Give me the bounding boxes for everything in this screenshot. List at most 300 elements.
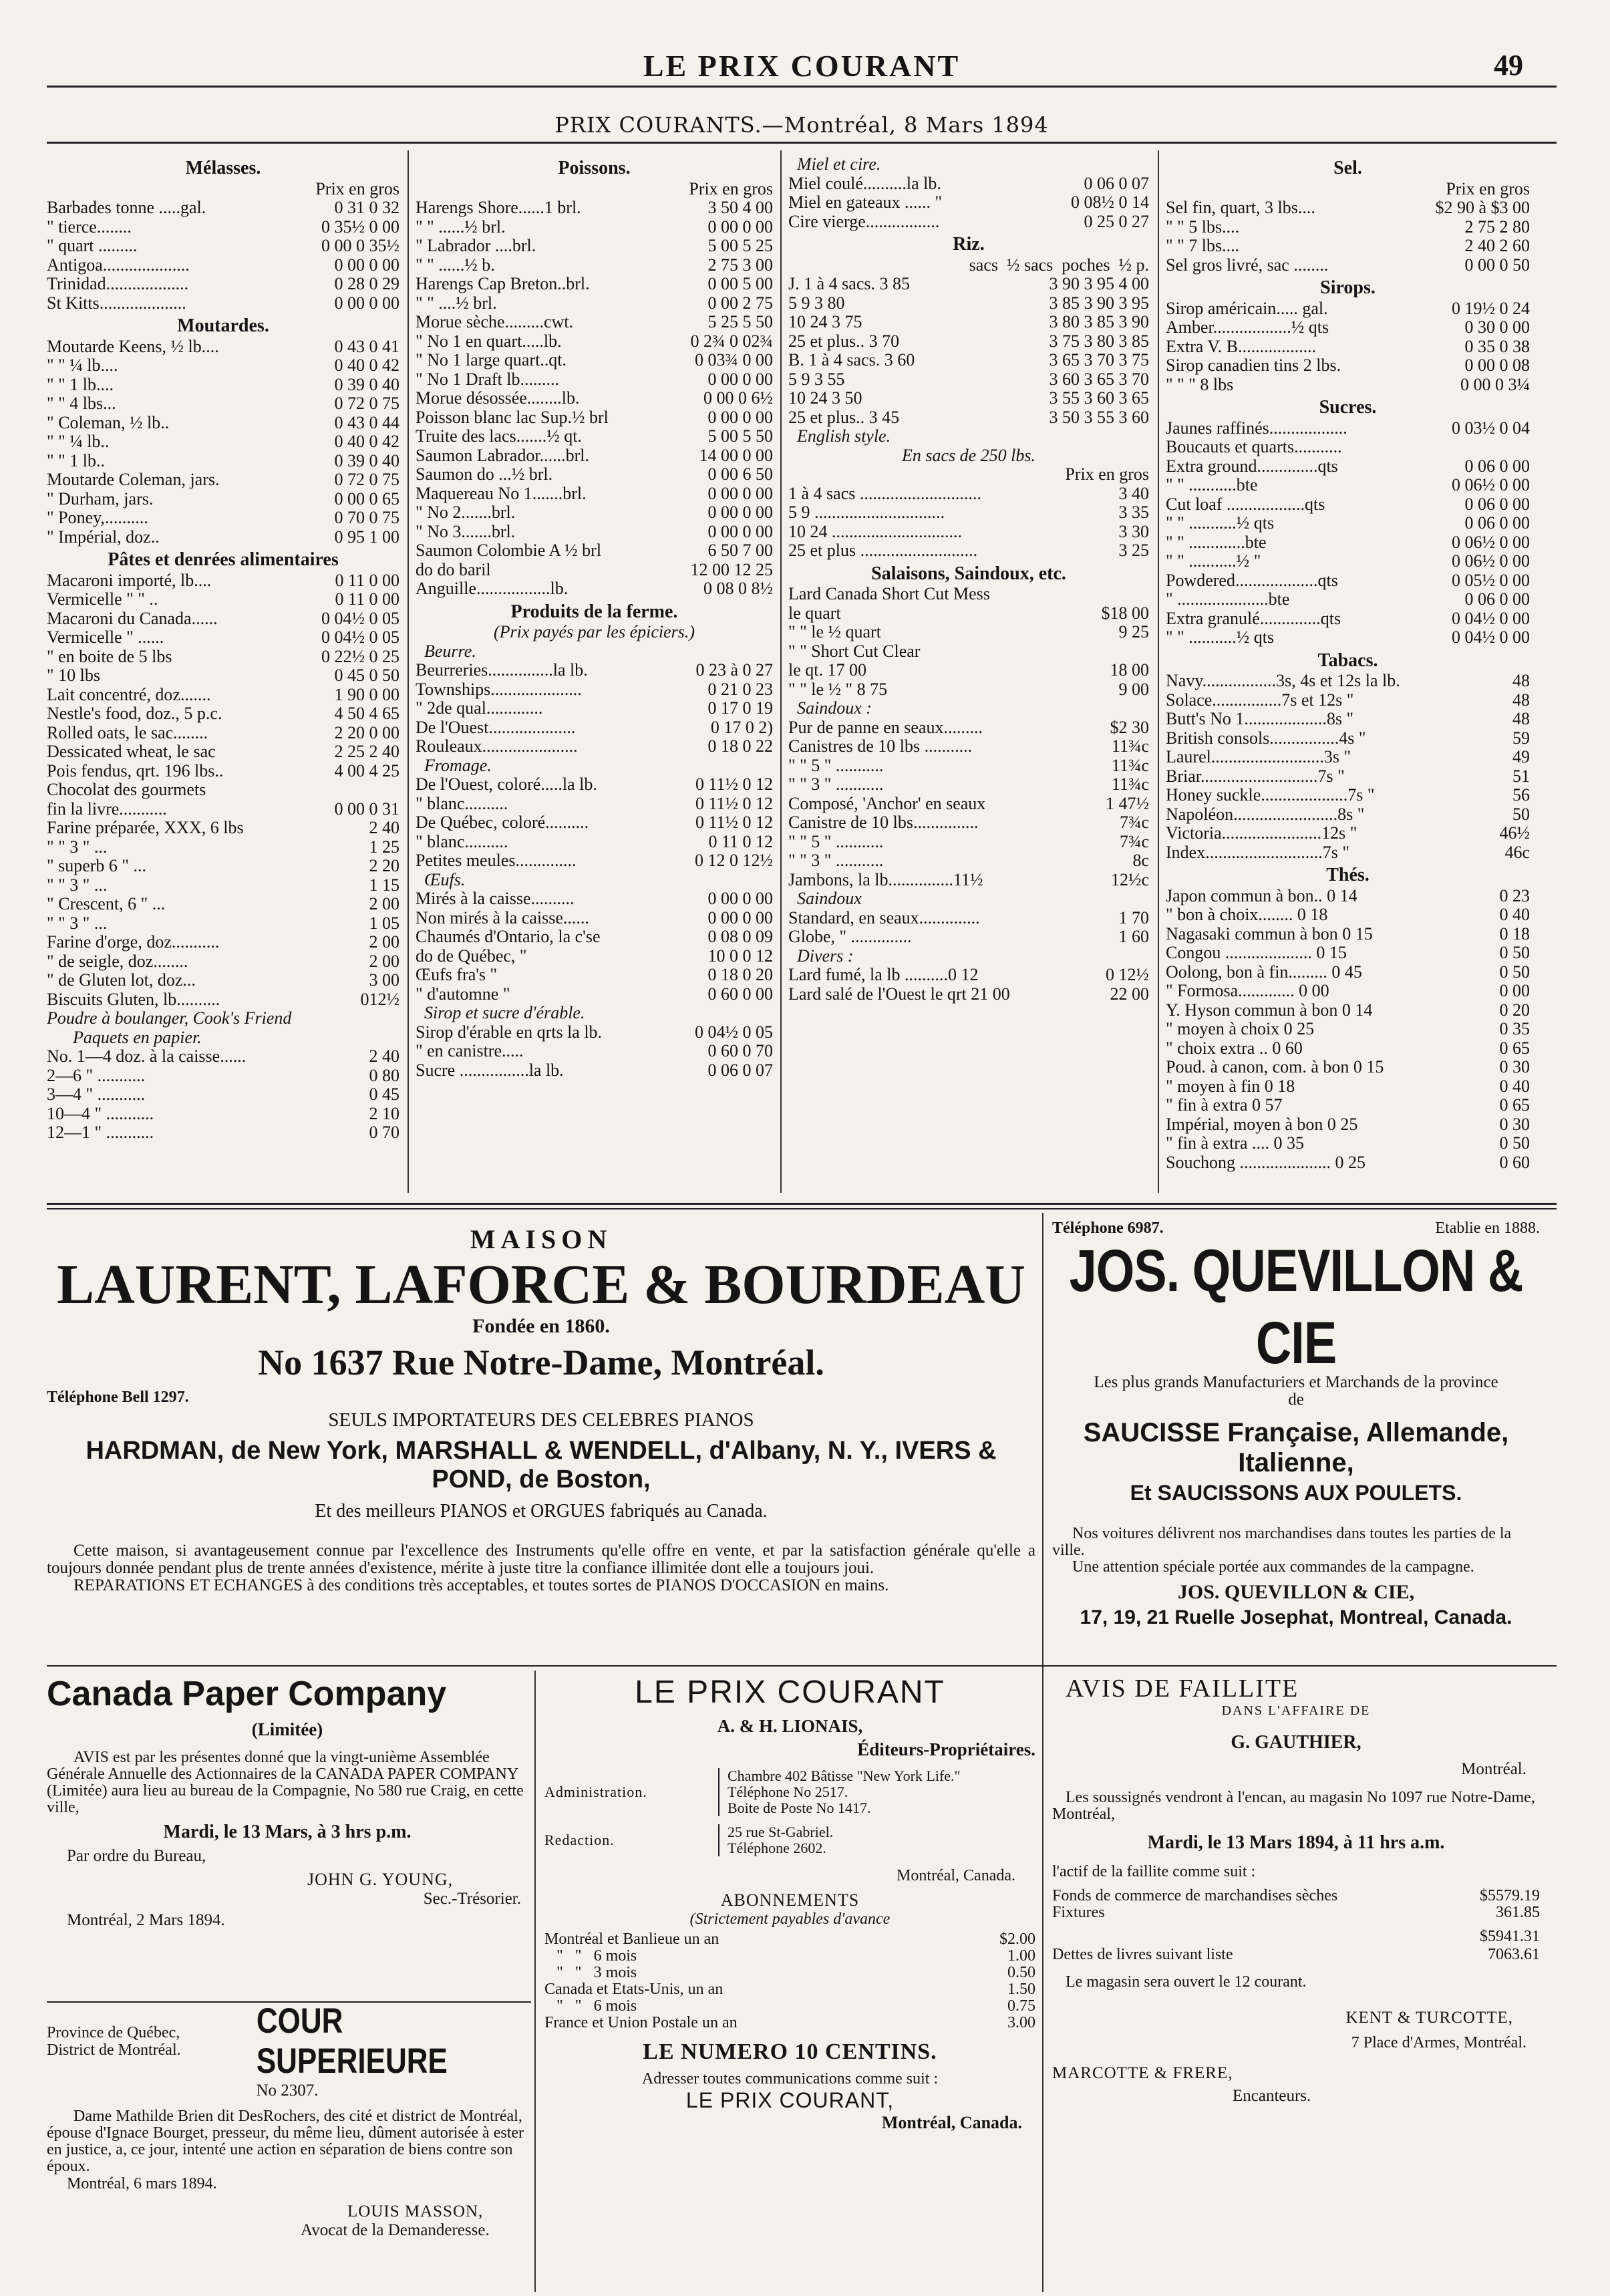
- price-row: [1166, 1134, 1530, 1153]
- price-item-value: 0 70: [369, 1123, 399, 1142]
- price-item-label: " " " 8 lbs: [1166, 375, 1234, 394]
- price-row: [1166, 1058, 1530, 1077]
- price-item-label: Moutarde Keens, ½ lb....: [47, 337, 219, 356]
- price-row: [47, 838, 399, 857]
- price-note: English style.: [788, 426, 891, 446]
- page-number: 49: [1494, 49, 1523, 82]
- price-item-value: 3 85 3 90 3 95: [1049, 293, 1149, 313]
- price-item-label: Poud. à canon, com. à bon 0 15: [1166, 1058, 1384, 1077]
- price-item-value: 3 40: [1118, 483, 1149, 503]
- price-item-label: " bon à choix........ 0 18: [1166, 905, 1328, 924]
- price-item-value: 0 00 0 00: [707, 907, 773, 927]
- price-item-value: 3 80 3 85 3 90: [1049, 312, 1149, 331]
- price-item-label: " fin à extra .... 0 35: [1166, 1134, 1304, 1153]
- price-row: [1166, 552, 1530, 571]
- ad-red-label: Redaction.: [544, 1832, 615, 1848]
- price-item-value: 0 00 0 6½: [703, 388, 773, 408]
- price-column-1: [47, 155, 399, 1194]
- ad-items: [1052, 1888, 1540, 1921]
- price-item-value: 0 12 0 12½: [695, 851, 773, 870]
- column-divider: [1158, 150, 1159, 1193]
- ad-paragraph: Les soussignés vendront à l'encan, au magasin No 1097 rue Notre-Dame, Montréal,: [1052, 1789, 1535, 1823]
- price-row: [788, 389, 1149, 408]
- price-item-value: 0 08 0 8½: [703, 579, 773, 598]
- price-item-label: Poisson blanc lac Sup.½ brl: [416, 408, 609, 427]
- price-row: [47, 414, 399, 433]
- price-item-label: Globe, " ..............: [788, 927, 912, 946]
- price-row: [788, 833, 1149, 852]
- price-item-label: Cire vierge.................: [788, 212, 940, 231]
- price-item-value: 1 47½: [1106, 793, 1149, 813]
- price-item-label: " " 3 " ...........: [788, 775, 884, 794]
- price-item-label: Lard fumé, la lb ..........0 12: [788, 966, 979, 984]
- price-row: [788, 851, 1149, 871]
- price-item-value: 0 40 0 42: [334, 432, 399, 451]
- price-item-label: Congou .................... 0 15: [1166, 944, 1347, 962]
- price-item-value: 5 25 5 50: [707, 312, 773, 331]
- price-row: [47, 666, 399, 686]
- price-row: [416, 851, 773, 871]
- price-item-label: " 10 lbs: [47, 666, 100, 685]
- price-item-value: 1 15: [369, 875, 399, 895]
- price-item-value: 3 90 3 95 4 00: [1049, 274, 1149, 293]
- price-item-value: 1 05: [369, 913, 399, 933]
- price-item-label: No. 1—4 doz. à la caisse......: [47, 1047, 247, 1066]
- price-item-value: 0 18 0 22: [707, 736, 773, 756]
- price-item-value: 0 35: [1499, 1019, 1530, 1038]
- price-item-label: Morue sèche.........cwt.: [416, 313, 574, 331]
- price-item-value: 49: [1512, 747, 1530, 766]
- price-item-value: 2 00: [369, 932, 399, 952]
- price-item-label: 3—4 " ...........: [47, 1085, 146, 1104]
- price-item-label: British consols................4s ": [1166, 728, 1366, 748]
- price-item-label: Extra granulé..............qts: [1166, 609, 1341, 628]
- price-row: [416, 198, 773, 218]
- price-row: [1166, 198, 1530, 218]
- price-item-label: Trinidad...................: [47, 275, 189, 293]
- section-heading: Pâtes et denrées alimentaires: [108, 549, 339, 570]
- price-item-label: " " 3 " ...........: [788, 851, 884, 870]
- price-item-label: " moyen à choix 0 25: [1166, 1020, 1315, 1038]
- rate-row-label: " " 3 mois: [544, 1964, 637, 1981]
- ad-dettes-label: Dettes de livres suivant liste: [1052, 1946, 1233, 1963]
- price-note: Saindoux :: [788, 698, 872, 718]
- ad-address: 7 Place d'Armes, Montréal.: [1351, 2034, 1526, 2051]
- price-item-value: 48: [1512, 709, 1530, 728]
- price-item-label: Farine préparée, XXX, 6 lbs: [47, 819, 244, 837]
- ad-etablie: Etablie en 1888.: [1435, 1219, 1540, 1237]
- price-row: [416, 275, 773, 294]
- price-item-label: " " 7 lbs....: [1166, 237, 1240, 255]
- price-item-value: 0 11½ 0 12: [695, 793, 773, 813]
- price-item-label: " " 3 " ...: [47, 875, 108, 895]
- price-row: [788, 623, 1149, 642]
- price-column-2: [416, 155, 773, 1194]
- ad-place: Montréal, 2 Mars 1894.: [67, 1911, 225, 1929]
- price-item-value: 0 43 0 41: [334, 336, 399, 356]
- ad-rates: [544, 1931, 1035, 2031]
- price-item-value: 0 72 0 75: [334, 394, 399, 413]
- price-row: [416, 313, 773, 332]
- price-item-label: Œufs fra's ": [416, 966, 498, 984]
- ad-affaire: DANS L'AFFAIRE DE: [1221, 1703, 1371, 1718]
- price-row: [47, 337, 399, 357]
- ad-address: 17, 19, 21 Ruelle Josephat, Montreal, Canada.: [1080, 1606, 1512, 1628]
- price-row: [416, 503, 773, 523]
- price-row: [47, 218, 399, 237]
- ad-brands: HARDMAN, de New York, MARSHALL & WENDELL, d'Albany, N. Y., IVERS & POND, de Boston,: [86, 1437, 997, 1493]
- price-row: [1166, 925, 1530, 944]
- price-item-label: " fin à extra 0 57: [1166, 1096, 1283, 1115]
- ad-paragraph: Nos voitures délivrent nos marchandises dans toutes les parties de la ville.: [1052, 1525, 1512, 1559]
- rate-row: [544, 2015, 1035, 2031]
- price-item-value: 0 00 0 65: [334, 488, 399, 509]
- price-note: Poudre à boulanger, Cook's Friend: [47, 1008, 292, 1028]
- price-item-value: 8c: [1132, 851, 1149, 870]
- price-row: [416, 1023, 773, 1042]
- price-item-label: " de seigle, doz........: [47, 952, 188, 971]
- ad-title: Canada Paper Company: [47, 1675, 447, 1713]
- divider: [47, 2001, 531, 2003]
- section-heading: Poissons.: [558, 158, 631, 178]
- rate-row: [544, 1948, 1035, 1965]
- price-row: [1166, 609, 1530, 629]
- ad-signature: JOHN G. YOUNG,: [307, 1870, 454, 1889]
- rate-row-value: 1.00: [1007, 1947, 1035, 1965]
- price-row: [1166, 843, 1530, 863]
- price-row: [416, 737, 773, 756]
- price-item-label: Harengs Shore......1 brl.: [416, 198, 581, 217]
- ad-role: Éditeurs-Propriétaires.: [857, 1739, 1035, 1759]
- ad-le-prix-courant: [544, 1674, 1035, 2292]
- price-item-value: 0 06 0 00: [1464, 494, 1530, 514]
- price-row: [47, 376, 399, 395]
- price-item-label: Briar...........................7s ": [1166, 766, 1345, 786]
- price-item-value: 11¾c: [1111, 736, 1149, 756]
- ad-city: Montréal.: [1461, 1760, 1526, 1778]
- price-item-value: 2 75 3 00: [707, 255, 773, 275]
- price-item-value: 3 25: [1118, 541, 1149, 560]
- admin-line: Téléphone No 2517.: [728, 1783, 848, 1800]
- ad-paragraph: Dame Mathilde Brien dit DesRochers, des cité et district de Montréal, épouse d'Ignace Bourget, presseur, du même lieu, dûment autorisée à ester en justice, a, ce jour, intenté une action en séparation de biens contre son époux.: [47, 2108, 524, 2175]
- ad-total: $5941.31: [1480, 1928, 1540, 1945]
- section-heading: Produits de la ferme.: [510, 601, 678, 622]
- price-row: [47, 394, 399, 414]
- price-item-value: 0 50: [1499, 962, 1530, 982]
- price-item-label: Index...........................7s ": [1166, 843, 1349, 862]
- price-item-label: 25 et plus.. 3 45: [788, 408, 900, 427]
- price-row: [788, 275, 1149, 294]
- rate-row-label: " " 6 mois: [544, 1947, 637, 1965]
- price-item-label: Honey suckle....................7s ": [1166, 786, 1375, 805]
- ad-best: Et des meilleurs PIANOS et ORGUES fabriqués au Canada.: [315, 1501, 768, 1522]
- price-item-label: " tierce........: [47, 217, 132, 237]
- ad-poulets: Et SAUCISSONS AUX POULETS.: [1130, 1481, 1462, 1505]
- price-item-label: " " ¼ lb..: [47, 432, 110, 451]
- price-row: [788, 909, 1149, 928]
- price-row: [47, 819, 399, 838]
- price-row: [1166, 590, 1530, 609]
- price-item-value: 0 2¾ 0 02¾: [690, 331, 773, 351]
- price-row: [416, 661, 773, 680]
- price-item-label: " No 1 en quart.....lb.: [416, 331, 562, 351]
- price-row: [47, 1085, 399, 1105]
- price-item-value: 0 00 0 00: [707, 503, 773, 522]
- price-row: [47, 275, 399, 294]
- price-item-value: 48: [1512, 671, 1530, 690]
- price-item-label: Sirop américain..... gal.: [1166, 299, 1328, 318]
- price-row: [1166, 963, 1530, 982]
- price-item-value: 3 35: [1118, 503, 1149, 522]
- price-item-value: 0 45 0 50: [334, 666, 399, 685]
- price-row: [47, 724, 399, 743]
- price-item-value: 46c: [1504, 842, 1530, 862]
- price-item-value: 0 23: [1499, 885, 1530, 905]
- price-row: [416, 389, 773, 408]
- ad-publisher: A. & H. LIONAIS,: [717, 1716, 863, 1736]
- price-item-value: 0 39 0 40: [334, 450, 399, 470]
- price-row: [416, 294, 773, 313]
- divider: [47, 142, 1557, 144]
- price-item-label: Truite des lacs.......½ qt.: [416, 427, 582, 446]
- price-item-label: Vermicelle " " ..: [47, 590, 158, 609]
- price-row: [47, 432, 399, 452]
- price-row: [1166, 457, 1530, 476]
- price-row: [416, 985, 773, 1004]
- price-item-label: " " 3 " ...: [47, 837, 108, 857]
- price-item-value: 0 04½ 0 05: [695, 1022, 773, 1042]
- price-row: [47, 590, 399, 609]
- ad-red-lines: [718, 1824, 833, 1856]
- price-row: [1166, 237, 1530, 256]
- price-row: [1166, 318, 1530, 337]
- ad-cour-superieure: [47, 2008, 528, 2292]
- price-row: [788, 193, 1149, 212]
- rate-row: [544, 1965, 1035, 1981]
- price-row: [416, 579, 773, 599]
- price-item-value: 0 05½ 0 00: [1452, 570, 1530, 590]
- price-item-value: 0 04½ 0 05: [321, 627, 399, 647]
- price-row: [788, 985, 1149, 1004]
- price-item-value: 7¾c: [1119, 831, 1149, 851]
- price-item-value: 6 50 7 00: [707, 541, 773, 560]
- price-item-value: 1 90 0 00: [334, 684, 399, 704]
- price-row: [47, 990, 399, 1010]
- price-row: [1166, 982, 1530, 1001]
- price-item-label: " " ¼ lb....: [47, 356, 118, 375]
- price-item-value: 0 18: [1499, 923, 1530, 944]
- price-item-value: 0 00 0 50: [1464, 255, 1530, 275]
- price-item-label: 5 9 3 80: [788, 293, 845, 313]
- ad-addr-title: LE PRIX COURANT,: [685, 2088, 895, 2112]
- price-item-label: " en canistre.....: [416, 1042, 524, 1060]
- price-item-label: 2—6 " ...........: [47, 1066, 146, 1085]
- price-item-value: 9 00: [1118, 679, 1149, 699]
- price-item-value: 4 50 4 65: [334, 704, 399, 723]
- price-item-value: 0 00: [1499, 981, 1530, 1000]
- price-item-label: Pois fendus, qrt. 196 lbs..: [47, 761, 224, 780]
- price-row: [1166, 824, 1530, 843]
- price-item-label: " " ...........½ qts: [1166, 514, 1275, 533]
- price-row: [788, 813, 1149, 833]
- price-row: [788, 718, 1149, 738]
- price-item-label: " Impérial, doz..: [47, 527, 160, 547]
- price-item-label: " quart .........: [47, 237, 138, 255]
- price-row: [416, 256, 773, 275]
- asset-row: [1052, 1904, 1540, 1921]
- price-item-label: Non mirés à la caisse......: [416, 908, 589, 927]
- ad-place: Montréal, 6 mars 1894.: [67, 2175, 217, 2192]
- price-item-label: Powdered...................qts: [1166, 571, 1338, 590]
- column-divider: [1042, 1213, 1043, 2292]
- price-note: Prix en gros: [1446, 178, 1530, 198]
- ad-date: Mardi, le 13 Mars, à 3 hrs p.m.: [163, 1822, 412, 1842]
- ad-strict: (Strictement payables d'avance: [689, 1910, 891, 1928]
- price-item-value: 12 00 12 25: [690, 559, 773, 579]
- price-item-label: 1 à 4 sacs ............................: [788, 484, 981, 503]
- price-item-label: " superb 6 " ...: [47, 857, 147, 875]
- price-note: Sirop et sucre d'érable.: [416, 1003, 585, 1022]
- price-item-label: Jambons, la lb...............11½: [788, 870, 983, 889]
- price-item-label: 12—1 " ...........: [47, 1123, 154, 1142]
- ad-telephone: Téléphone 6987.: [1052, 1219, 1164, 1237]
- section-heading: Sirops.: [1320, 277, 1376, 298]
- price-row: [416, 1061, 773, 1081]
- price-item-value: 0 11½ 0 12: [695, 774, 773, 794]
- price-item-value: 0 11 0 12: [708, 831, 773, 851]
- price-item-label: Solace................7s et 12s ": [1166, 690, 1354, 710]
- price-note: Prix en gros: [689, 178, 773, 198]
- price-item-label: " " 5 lbs....: [1166, 217, 1240, 237]
- divider: [47, 1208, 1557, 1209]
- price-row: [47, 294, 399, 313]
- price-item-value: 0 40 0 42: [334, 355, 399, 375]
- price-row: [1166, 256, 1530, 275]
- price-row: [47, 256, 399, 275]
- price-item-label: Saumon Labrador......brl.: [416, 446, 589, 465]
- price-row: [47, 648, 399, 667]
- price-row: [47, 571, 399, 591]
- price-row: [788, 927, 1149, 947]
- price-item-label: " Formosa............. 0 00: [1166, 982, 1329, 1000]
- price-item-label: Impérial, moyen à bon 0 25: [1166, 1115, 1358, 1134]
- price-note: Prix en gros: [1065, 464, 1149, 484]
- price-item-label: " " le ½ " 8 75: [788, 680, 888, 699]
- rate-row-value: 0.50: [1007, 1964, 1035, 1981]
- price-item-label: le qt. 17 00: [788, 661, 866, 680]
- price-item-label: Sirop d'érable en qrts la lb.: [416, 1022, 603, 1042]
- price-item-value: 0 80: [369, 1065, 399, 1085]
- ad-avis-de-faillite: [1052, 1674, 1540, 2292]
- price-item-value: 012½: [360, 989, 399, 1009]
- price-item-label: " d'automne ": [416, 984, 510, 1004]
- section-heading: Mélasses.: [185, 158, 261, 178]
- ad-paragraph: AVIS est par les présentes donné que la vingt-unième Assemblée Générale Annuelle des Actionnaires de la CANADA PAPER COMPANY (Limitée) aura lieu au bureau de la Compagnie, No 580 rue Craig, en cette ville,: [47, 1749, 524, 1816]
- price-row: [416, 332, 773, 351]
- price-item-value: 12½c: [1110, 869, 1149, 889]
- price-item-value: 0 06 0 00: [1464, 589, 1530, 609]
- price-item-label: Macaroni importé, lb....: [47, 571, 212, 590]
- price-item-label: " " 5 " ...........: [788, 832, 884, 851]
- price-row: [1166, 299, 1530, 319]
- page-header: [47, 45, 1557, 88]
- price-item-label: " blanc..........: [416, 832, 508, 851]
- price-row: [1166, 533, 1530, 553]
- price-row: [1166, 729, 1530, 748]
- price-item-label: Rouleaux......................: [416, 737, 578, 756]
- price-item-value: 0 28 0 29: [334, 274, 399, 293]
- price-item-label: do de Québec, ": [416, 946, 527, 966]
- price-row: [788, 680, 1149, 700]
- price-item-label: Nagasaki commun à bon 0 15: [1166, 924, 1373, 944]
- price-item-value: 0 40: [1499, 1076, 1530, 1096]
- price-item-value: 0 17 0 2): [710, 717, 773, 737]
- price-item-label: " Durham, jars.: [47, 489, 154, 509]
- price-item-value: 0 20: [1499, 1000, 1530, 1020]
- price-item-label: Sel gros livré, sac ........: [1166, 255, 1329, 275]
- price-item-value: 0 00 0 3¼: [1460, 374, 1530, 394]
- price-item-label: Oolong, bon à fin......... 0 45: [1166, 962, 1362, 982]
- price-item-label: 10—4 " ...........: [47, 1104, 154, 1123]
- ad-actif: l'actif de la faillite comme suit :: [1052, 1863, 1256, 1880]
- price-row: [47, 509, 399, 528]
- price-row: [47, 742, 399, 762]
- price-item-value: 0 08½ 0 14: [1071, 192, 1149, 212]
- rate-row-value: $2.00: [999, 1930, 1035, 1948]
- section-heading: Riz.: [953, 234, 985, 255]
- ad-address: No 1637 Rue Notre-Dame, Montréal.: [258, 1342, 824, 1383]
- price-item-label: " " ...........bte: [1166, 476, 1258, 494]
- price-row: [788, 523, 1149, 542]
- price-row: [47, 1066, 399, 1086]
- ad-no: No 2307.: [256, 2082, 319, 2100]
- asset-row-label: Fonds de commerce de marchandises sèches: [1052, 1887, 1338, 1904]
- ad-title: LE PRIX COURANT: [635, 1675, 945, 1710]
- price-item-value: 0 50: [1499, 943, 1530, 962]
- ad-importers: SEULS IMPORTATEURS DES CELEBRES PIANOS: [328, 1409, 754, 1431]
- price-item-value: 3 50 4 00: [707, 198, 773, 217]
- price-row: [416, 947, 773, 966]
- price-row: [416, 561, 773, 580]
- price-item-value: 11¾c: [1111, 755, 1149, 775]
- price-item-label: Boucauts et quarts...........: [1166, 438, 1342, 456]
- price-item-label: Japon commun à bon.. 0 14: [1166, 886, 1357, 905]
- price-item-value: 0 00 0 00: [334, 255, 399, 275]
- price-row: [1166, 748, 1530, 767]
- price-item-value: 2 75 2 80: [1464, 217, 1530, 237]
- price-item-label: Lait concentré, doz.......: [47, 685, 211, 704]
- price-row: [416, 523, 773, 542]
- price-row: [788, 313, 1149, 332]
- price-item-value: 3 65 3 70 3 75: [1049, 350, 1149, 370]
- price-item-label: Nestle's food, doz., 5 p.c.: [47, 704, 222, 723]
- price-column-4: [1166, 155, 1530, 1194]
- price-item-label: Morue désossée........lb.: [416, 389, 580, 408]
- price-item-value: 0 08 0 09: [707, 927, 773, 946]
- ad-abonnements: ABONNEMENTS: [720, 1890, 860, 1910]
- price-item-label: Cut loaf ..................qts: [1166, 494, 1325, 514]
- price-row: [47, 628, 399, 648]
- price-item-value: 0 22½ 0 25: [321, 646, 399, 666]
- price-row: [1166, 419, 1530, 438]
- price-item-value: 56: [1512, 785, 1530, 805]
- price-item-value: 0 11 0 00: [335, 570, 399, 590]
- section-heading: Salaisons, Saindoux, etc.: [871, 563, 1066, 584]
- price-item-value: 3 50 3 55 3 60: [1049, 407, 1149, 427]
- price-item-value: 0 11½ 0 12: [695, 813, 773, 832]
- price-row: [416, 795, 773, 814]
- price-item-label: Biscuits Gluten, lb..........: [47, 990, 220, 1009]
